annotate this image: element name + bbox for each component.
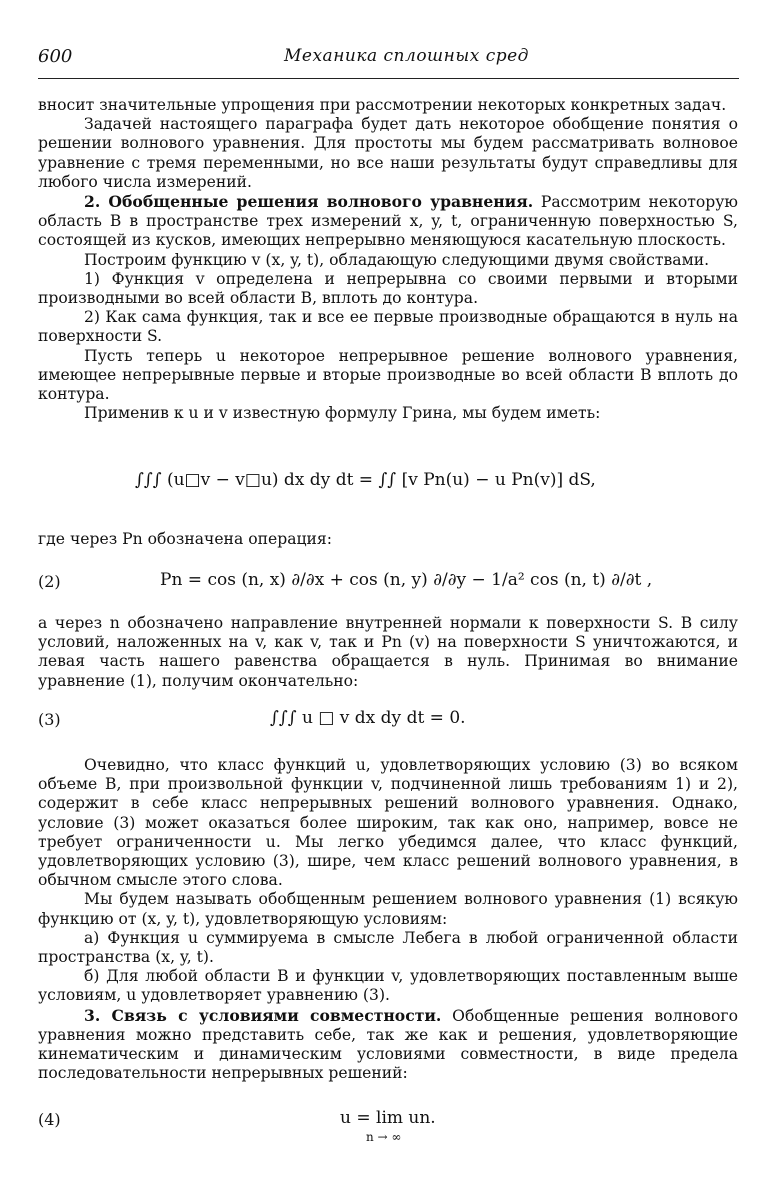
- paragraph: б) Для любой области B и функции v, удовлетворяющих поставленным выше условиям, u удовлетворяет уравнению (3).: [38, 967, 738, 1005]
- equation-3: ∫∫∫ u □ v dx dy dt = 0.: [270, 708, 466, 728]
- paragraph: Применив к u и v известную формулу Грина, мы будем иметь:: [84, 404, 601, 423]
- paragraph: Построим функцию v (x, y, t), обладающую следующими двумя свойствами.: [84, 250, 710, 269]
- paragraph: 1) Функция v определена и непрерывна со своими первыми и вторыми производными во всей области B, вплоть до контура.: [38, 269, 738, 308]
- page-header: [38, 46, 739, 76]
- paragraph: а через n обозначено направление внутренней нормали к поверхности S. В силу условий, наложенных на v, как v, так и Pn (v) на поверхности S уничтожаются, и левая часть нашего равенства обращается в нуль. Принимая во внимание уравнение (1), получим окончательно:: [38, 614, 738, 690]
- equation-4-subscript: n → ∞: [366, 1130, 402, 1144]
- section-3-text: Обобщенные решения волнового уравнения можно представить себе, так же как и решения, удовлетворяющие кинематическим и динамическим условиями совместности, в виде предела последовательности непрерывных решений:: [38, 1006, 738, 1083]
- equation-2-number: (2): [38, 572, 61, 591]
- paragraph: вносит значительные упрощения при рассмотрении некоторых конкретных задач.: [38, 96, 727, 114]
- text-block-3: [38, 614, 738, 691]
- equation-3-number: (3): [38, 710, 61, 729]
- equation-4: u = lim un.: [340, 1108, 436, 1128]
- paragraph: а) Функция u суммируема в смысле Лебега в любой ограниченной области пространства (x, y, t).: [38, 928, 738, 967]
- paragraph: 2) Как сама функция, так и все ее первые производные обращаются в нуль на поверхности S.: [38, 308, 738, 346]
- section-2-text: Рассмотрим некоторую область B в пространстве трех измерений x, y, t, ограниченную поверхностью S, состоящей из кусков, имеющих непрерывно меняющуюся касательную плоскость.: [38, 193, 738, 250]
- text-block-4: [38, 756, 738, 1083]
- green-formula: ∫∫∫ (u□v − v□u) dx dy dt = ∫∫ [v Pn(u) − u Pn(v)] dS,: [135, 470, 596, 490]
- section-3-paragraph: [38, 1006, 738, 1084]
- paragraph: Мы будем называть обобщенным решением волнового уравнения (1) всякую функцию от (x, y, t), удовлетворяющую условиям:: [38, 890, 738, 928]
- equation-2: Pn = cos (n, x) ∂/∂x + cos (n, y) ∂/∂y − 1/a² cos (n, t) ∂/∂t ,: [160, 570, 653, 590]
- paragraph: Пусть теперь u некоторое непрерывное решение волнового уравнения, имеющее непрерывные первые и вторые производные во всей области B вплоть до контура.: [38, 346, 738, 404]
- section-3-heading: 3. Связь с условиями совместности.: [84, 1005, 442, 1025]
- running-title: Механика сплошных сред: [284, 46, 529, 66]
- section-2-heading: 2. Обобщенные решения волнового уравнения.: [84, 192, 534, 212]
- paragraph: где через Pn обозначена операция:: [38, 530, 333, 548]
- header-rule: [38, 78, 739, 79]
- paragraph: Очевидно, что класс функций u, удовлетворяющих условию (3) во всяком объеме B, при произвольной функции v, подчиненной лишь требованиям 1) и 2), содержит в себе класс непрерывных решений волнового уравнения. Однако, условие (3) может оказаться более широким, так как оно, например, вовсе не требует ограниченности u. Мы легко убедимся далее, что класс функций, удовлетворяющих условию (3), шире, чем класс решений волнового уравнения, в обычном смысле этого слова.: [38, 756, 738, 890]
- paragraph: Задачей настоящего параграфа будет дать некоторое обобщение понятия о решении волнового уравнения. Для простоты мы будем рассматривать волновое уравнение с тремя переменными, но все наши результаты будут справедливы для любого числа измерений.: [38, 115, 738, 191]
- text-block-2: [38, 530, 738, 549]
- text-block-1: [38, 96, 738, 423]
- page-number: 600: [38, 46, 73, 67]
- equation-4-number: (4): [38, 1110, 61, 1129]
- section-2-paragraph: [38, 192, 738, 251]
